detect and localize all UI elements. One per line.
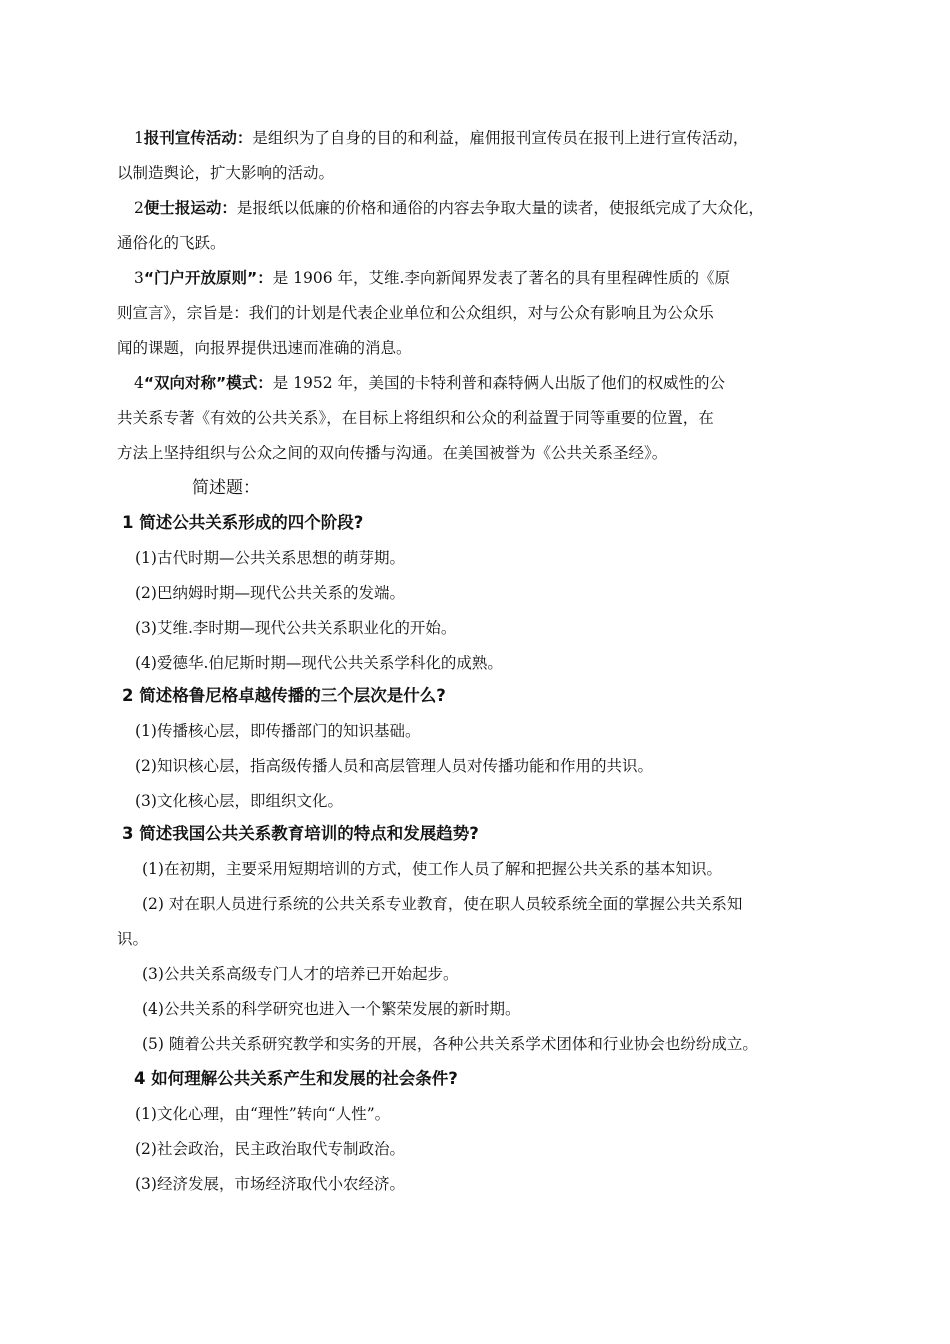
definition-term: “门户开放原则”： — [143, 269, 273, 287]
question-3-answer-1: (1)在初期，主要采用短期培训的方式，使工作人员了解和把握公共关系的基本知识。 — [142, 860, 722, 878]
definition-number: 4 — [134, 374, 144, 392]
definition-1-line-1 — [134, 128, 748, 148]
question-2-title: 2 简述格鲁尼格卓越传播的三个层次是什么? — [122, 686, 446, 705]
question-3-title: 3 简述我国公共关系教育培训的特点和发展趋势? — [122, 824, 479, 843]
question-3-answer-2-cont: 识。 — [117, 930, 149, 948]
question-2-answer-3: (3)文化核心层，即组织文化。 — [135, 792, 343, 810]
question-4-answer-3: (3)经济发展，市场经济取代小农经济。 — [135, 1175, 405, 1193]
definition-3-line-3: 闻的课题，向报界提供迅速而准确的消息。 — [117, 339, 412, 357]
definition-number: 3 — [134, 269, 144, 287]
definition-4-line-2: 共关系专著《有效的公共关系》，在目标上将组织和公众的利益置于同等重要的位置，在 — [117, 409, 714, 427]
definition-4-line-3: 方法上坚持组织与公众之间的双向传播与沟通。在美国被誉为《公共关系圣经》。 — [117, 444, 668, 462]
definition-term: 便士报运动： — [143, 199, 237, 217]
definition-term: 报刊宣传活动： — [143, 129, 253, 147]
question-1-answer-3: (3)艾维.李时期—现代公共关系职业化的开始。 — [135, 619, 457, 637]
question-2-answer-2: (2)知识核心层，指高级传播人员和高层管理人员对传播功能和作用的共识。 — [135, 757, 653, 775]
definition-2-line-2: 通俗化的飞跃。 — [117, 234, 226, 252]
question-1-title: 1 简述公共关系形成的四个阶段? — [122, 513, 364, 532]
definition-text: 是报纸以低廉的价格和通俗的内容去争取大量的读者，使报纸完成了大众化， — [236, 199, 764, 217]
question-3-answer-3: (3)公共关系高级专门人才的培养已开始起步。 — [142, 965, 459, 983]
definition-term: “双向对称”模式： — [143, 374, 273, 392]
question-1-answer-1: (1)古代时期—公共关系思想的萌芽期。 — [135, 549, 405, 567]
question-3-answer-5: (5) 随着公共关系研究教学和实务的开展，各种公共关系学术团体和行业协会也纷纷成立。 — [142, 1035, 758, 1053]
section-title: 简述题： — [192, 478, 260, 498]
definition-3-line-1 — [134, 268, 730, 288]
definition-number: 1 — [134, 129, 144, 147]
question-3-answer-2: (2) 对在职人员进行系统的公共关系专业教育，使在职人员较系统全面的掌握公共关系知 — [142, 895, 743, 913]
definition-2-line-1 — [134, 198, 764, 218]
question-4-answer-2: (2)社会政治，民主政治取代专制政治。 — [135, 1140, 405, 1158]
question-3-answer-4: (4)公共关系的科学研究也进入一个繁荣发展的新时期。 — [142, 1000, 521, 1018]
question-4-title: 4 如何理解公共关系产生和发展的社会条件? — [134, 1069, 458, 1088]
definition-text: 是 1906 年，艾维.李向新闻界发表了著名的具有里程碑性质的《原 — [272, 269, 730, 287]
question-1-answer-2: (2)巴纳姆时期—现代公共关系的发端。 — [135, 584, 405, 602]
definition-text: 是组织为了自身的目的和利益，雇佣报刊宣传员在报刊上进行宣传活动， — [252, 129, 749, 147]
definition-1-line-2: 以制造舆论，扩大影响的活动。 — [117, 164, 335, 182]
definition-text: 是 1952 年，美国的卡特利普和森特俩人出版了他们的权威性的公 — [272, 374, 726, 392]
definition-number: 2 — [134, 199, 144, 217]
definition-4-line-1 — [134, 373, 725, 393]
definition-3-line-2: 则宣言》，宗旨是：我们的计划是代表企业单位和公众组织，对与公众有影响且为公众乐 — [117, 304, 714, 322]
question-1-answer-4: (4)爱德华.伯尼斯时期—现代公共关系学科化的成熟。 — [135, 654, 503, 672]
question-2-answer-1: (1)传播核心层，即传播部门的知识基础。 — [135, 722, 421, 740]
question-4-answer-1: (1)文化心理，由“理性”转向“人性”。 — [135, 1105, 391, 1123]
